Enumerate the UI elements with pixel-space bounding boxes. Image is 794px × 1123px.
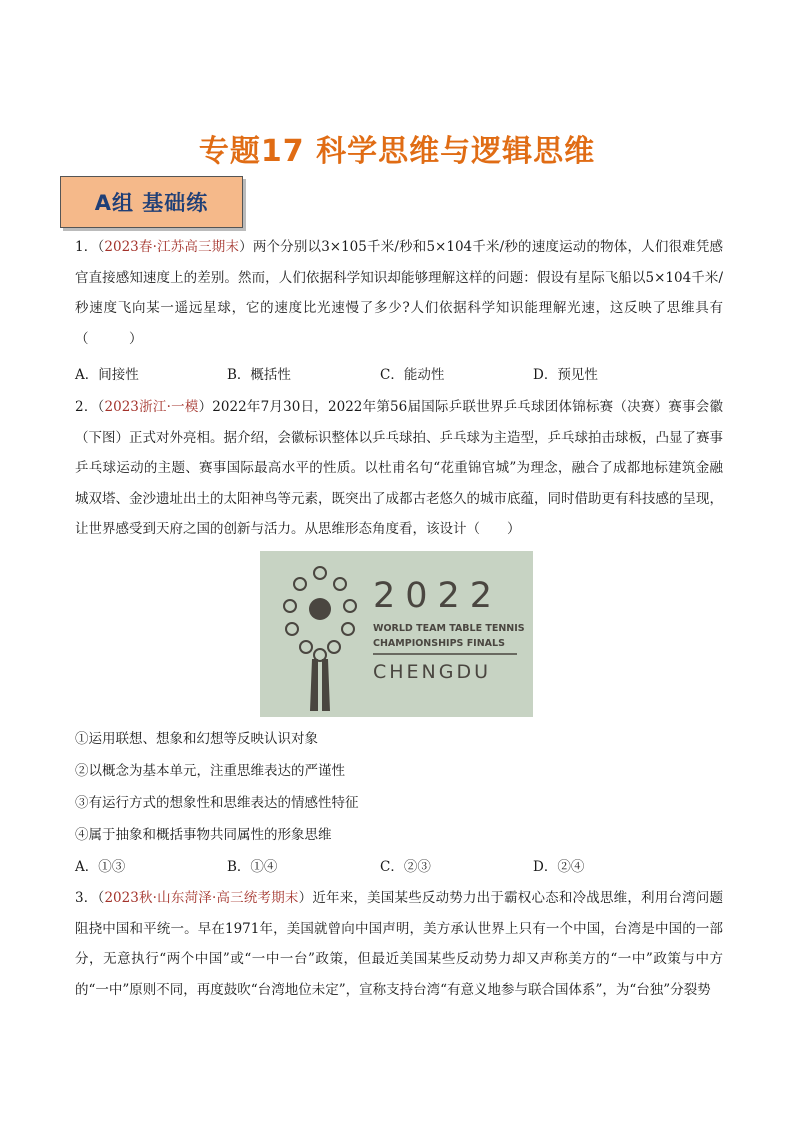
championship-logo-image — [260, 551, 533, 717]
question-2-option-c[interactable]: C．②③ — [380, 859, 431, 875]
question-2-option-b[interactable]: B．①④ — [227, 859, 278, 875]
question-1-source-open: （ — [97, 239, 105, 255]
question-2-statement-1: ①运用联想、想象和幻想等反映认识对象 — [75, 731, 318, 747]
question-2-source-close: ） — [198, 399, 213, 415]
question-1-option-a[interactable]: A．间接性 — [75, 367, 139, 383]
question-1-option-c[interactable]: C．能动性 — [380, 367, 445, 383]
logo-city: CHENGDU — [373, 661, 492, 683]
question-3-number: 3． — [75, 890, 98, 906]
twin-towers-icon — [310, 659, 330, 711]
question-3-source-open: （ — [97, 890, 105, 906]
question-3 — [75, 883, 723, 1005]
question-3-source-close: ） — [298, 890, 313, 906]
logo-line2: CHAMPIONSHIPS FINALS — [373, 638, 505, 649]
question-1-option-b[interactable]: B．概括性 — [227, 367, 291, 383]
question-1 — [75, 232, 723, 354]
question-1-options — [75, 363, 723, 389]
question-1-option-d[interactable]: D．预见性 — [533, 367, 598, 383]
question-2-option-a[interactable]: A．①③ — [75, 859, 126, 875]
question-3-text — [75, 883, 723, 1005]
question-1-body: 两个分别以3×105千米/秒和5×104千米/秒的速度运动的物体，人们很难凭感官直接感知速度上的差别。然而，人们依据科学知识却能够理解这样的问题：假设有星际飞船以5×104千米/秒速度飞向某一遥远星球，它的速度比光速慢了多少?人们依据科学知识能理解光速，这反映了思维具有（ ） — [75, 239, 724, 347]
logo-year: 2022 — [373, 576, 503, 616]
question-2-statement-4: ④属于抽象和概括事物共同属性的形象思维 — [75, 827, 332, 843]
logo-graphic — [260, 551, 533, 717]
question-2-statement-3: ③有运行方式的想象性和思维表达的情感性特征 — [75, 795, 359, 811]
question-2-source-open: （ — [97, 399, 105, 415]
question-2-text — [75, 392, 723, 545]
page-title: 专题17 科学思维与逻辑思维 — [198, 134, 596, 169]
sun-bird-icon — [309, 598, 331, 620]
section-group-label: A组 基础练 — [94, 191, 209, 215]
question-2-statement-2: ②以概念为基本单元，注重思维表达的严谨性 — [75, 763, 345, 779]
question-2-source: 2023浙江·一模 — [104, 399, 199, 415]
question-2-body: 2022年7月30日，2022年第56届国际乒联世界乒乓球团体锦标赛（决赛）赛事会徽（下图）正式对外亮相。据介绍，会徽标识整体以乒乓球拍、乒乓球为主造型，乒乓球拍击球板，凸显了赛事乒乓球运动的主题、赛事国际最高水平的性质。以杜甫名句“花重锦官城”为理念，融合了成都地标建筑金融城双塔、金沙遗址出土的太阳神鸟等元素，既突出了成都古老悠久的城市底蕴，同时借助更有科技感的呈现，让世界感受到天府之国的创新与活力。从思维形态角度看，该设计（ ） — [75, 399, 723, 537]
question-1-source: 2023春·江苏高三期末 — [104, 239, 240, 255]
question-3-source: 2023秋·山东菏泽·高三统考期末 — [104, 890, 299, 906]
question-1-text — [75, 232, 723, 354]
question-2-number: 2． — [75, 399, 98, 415]
question-2-option-d[interactable]: D．②④ — [533, 859, 585, 875]
section-group-box — [60, 176, 243, 228]
question-1-number: 1． — [75, 239, 98, 255]
question-2 — [75, 392, 723, 545]
question-3-body: 近年来，美国某些反动势力出于霸权心态和冷战思维，利用台湾问题阻挠中国和平统一。早在1971年，美国就曾向中国声明，美方承认世界上只有一个中国，台湾是中国的一部分，无意执行“两个中国”或“一中一台”政策，但最近美国某些反动势力却又声称美方的“一中”政策与中方的“一中”原则不同，再度鼓吹“台湾地位未定”，宣称支持台湾“有意义地参与联合国体系”，为“台独”分裂势 — [75, 890, 724, 998]
question-1-source-close: ） — [239, 239, 253, 255]
logo-line1: WORLD TEAM TABLE TENNIS — [373, 623, 525, 634]
question-2-options — [75, 855, 723, 881]
